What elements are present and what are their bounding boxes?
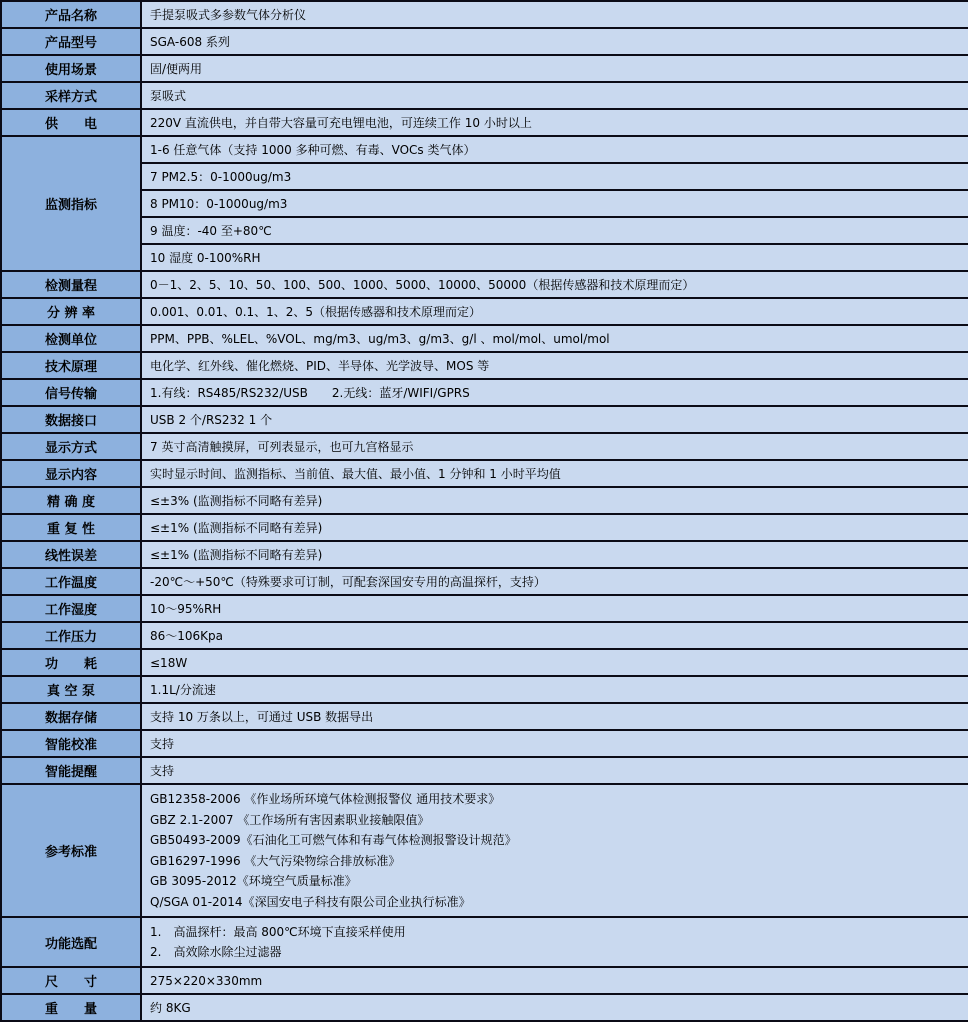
row-value-working-temperature: -20℃～+50℃（特殊要求可订制，可配套深国安专用的高温探杆，支持） <box>141 568 968 595</box>
row-value-linearity-error: ≤±1% (监测指标不同略有差异) <box>141 541 968 568</box>
row-label-accuracy: 精 确 度 <box>1 487 141 514</box>
row-label-detection-unit: 检测单位 <box>1 325 141 352</box>
row-dimensions <box>1 967 968 994</box>
row-monitoring-indicators <box>1 163 968 190</box>
row-product-name <box>1 1 968 28</box>
monitoring-item-1: 1-6 任意气体（支持 1000 多种可燃、有毒、VOCs 类气体） <box>141 136 968 163</box>
row-monitoring-indicators <box>1 217 968 244</box>
row-monitoring-indicators <box>1 244 968 271</box>
row-reference-standards <box>1 784 968 917</box>
row-label-product-model: 产品型号 <box>1 28 141 55</box>
row-power-consumption <box>1 649 968 676</box>
row-value-smart-calibration: 支持 <box>141 730 968 757</box>
row-value-dimensions: 275×220×330mm <box>141 967 968 994</box>
row-value-optional-functions <box>141 917 968 967</box>
row-label-technology-principle: 技术原理 <box>1 352 141 379</box>
row-value-working-humidity: 10～95%RH <box>141 595 968 622</box>
row-repeatability <box>1 514 968 541</box>
row-accuracy <box>1 487 968 514</box>
row-label-vacuum-pump: 真 空 泵 <box>1 676 141 703</box>
monitoring-item-4: 9 温度：-40 至+80℃ <box>141 217 968 244</box>
row-label-weight: 重 量 <box>1 994 141 1021</box>
row-label-monitoring-indicators: 监测指标 <box>1 136 141 271</box>
row-label-sampling-method: 采样方式 <box>1 82 141 109</box>
row-label-optional-functions: 功能选配 <box>1 917 141 967</box>
optional-function-1: 1. 高温探杆：最高 800℃环境下直接采样使用 <box>150 925 406 939</box>
monitoring-item-2: 7 PM2.5：0-1000ug/m3 <box>141 163 968 190</box>
row-value-repeatability: ≤±1% (监测指标不同略有差异) <box>141 514 968 541</box>
row-working-humidity <box>1 595 968 622</box>
reference-standard-3: GB50493-2009《石油化工可燃气体和有毒气体检测报警设计规范》 <box>150 833 517 847</box>
row-value-smart-reminder: 支持 <box>141 757 968 784</box>
row-value-working-pressure: 86～106Kpa <box>141 622 968 649</box>
row-value-power-consumption: ≤18W <box>141 649 968 676</box>
row-detection-unit <box>1 325 968 352</box>
row-label-linearity-error: 线性误差 <box>1 541 141 568</box>
row-label-smart-reminder: 智能提醒 <box>1 757 141 784</box>
row-label-usage-scenario: 使用场景 <box>1 55 141 82</box>
row-label-dimensions: 尺 寸 <box>1 967 141 994</box>
row-weight <box>1 994 968 1021</box>
row-label-power-consumption: 功 耗 <box>1 649 141 676</box>
row-value-product-name: 手提泵吸式多参数气体分析仪 <box>141 1 968 28</box>
row-label-working-pressure: 工作压力 <box>1 622 141 649</box>
row-label-display-mode: 显示方式 <box>1 433 141 460</box>
row-smart-calibration <box>1 730 968 757</box>
row-label-data-storage: 数据存储 <box>1 703 141 730</box>
row-label-signal-transmission: 信号传输 <box>1 379 141 406</box>
row-label-power-supply: 供 电 <box>1 109 141 136</box>
row-label-working-humidity: 工作湿度 <box>1 595 141 622</box>
row-value-signal-transmission: 1.有线：RS485/RS232/USB 2.无线：蓝牙/WIFI/GPRS <box>141 379 968 406</box>
optional-function-2: 2. 高效除水除尘过滤器 <box>150 945 282 959</box>
row-value-sampling-method: 泵吸式 <box>141 82 968 109</box>
row-detection-range <box>1 271 968 298</box>
row-working-temperature <box>1 568 968 595</box>
row-value-weight: 约 8KG <box>141 994 968 1021</box>
row-label-data-interface: 数据接口 <box>1 406 141 433</box>
row-value-detection-range: 0－1、2、5、10、50、100、500、1000、5000、10000、50000（根据传感器和技术原理而定） <box>141 271 968 298</box>
row-vacuum-pump <box>1 676 968 703</box>
row-label-product-name: 产品名称 <box>1 1 141 28</box>
row-value-data-storage: 支持 10 万条以上，可通过 USB 数据导出 <box>141 703 968 730</box>
row-power-supply <box>1 109 968 136</box>
monitoring-item-3: 8 PM10：0-1000ug/m3 <box>141 190 968 217</box>
row-data-interface <box>1 406 968 433</box>
row-data-storage <box>1 703 968 730</box>
row-value-vacuum-pump: 1.1L/分流速 <box>141 676 968 703</box>
row-product-model <box>1 28 968 55</box>
row-value-usage-scenario: 固/便两用 <box>141 55 968 82</box>
row-smart-reminder <box>1 757 968 784</box>
row-value-display-mode: 7 英寸高清触摸屏，可列表显示，也可九宫格显示 <box>141 433 968 460</box>
row-value-detection-unit: PPM、PPB、%LEL、%VOL、mg/m3、ug/m3、g/m3、g/l 、mol/mol、umol/mol <box>141 325 968 352</box>
row-display-mode <box>1 433 968 460</box>
row-signal-transmission <box>1 379 968 406</box>
reference-standard-5: GB 3095-2012《环境空气质量标准》 <box>150 874 357 888</box>
row-value-technology-principle: 电化学、红外线、催化燃烧、PID、半导体、光学波导、MOS 等 <box>141 352 968 379</box>
row-optional-functions <box>1 917 968 967</box>
reference-standard-2: GBZ 2.1-2007 《工作场所有害因素职业接触限值》 <box>150 812 430 827</box>
reference-standard-6: Q/SGA 01-2014《深国安电子科技有限公司企业执行标准》 <box>150 894 471 909</box>
row-label-resolution: 分 辨 率 <box>1 298 141 325</box>
row-display-content <box>1 460 968 487</box>
row-label-smart-calibration: 智能校准 <box>1 730 141 757</box>
reference-standard-4: GB16297-1996 《大气污染物综合排放标准》 <box>150 853 401 868</box>
row-value-product-model: SGA-608 系列 <box>141 28 968 55</box>
row-linearity-error <box>1 541 968 568</box>
row-value-power-supply: 220V 直流供电，并自带大容量可充电锂电池，可连续工作 10 小时以上 <box>141 109 968 136</box>
row-resolution <box>1 298 968 325</box>
row-usage-scenario <box>1 55 968 82</box>
row-working-pressure <box>1 622 968 649</box>
row-label-repeatability: 重 复 性 <box>1 514 141 541</box>
row-value-data-interface: USB 2 个/RS232 1 个 <box>141 406 968 433</box>
row-value-resolution: 0.001、0.01、0.1、1、2、5（根据传感器和技术原理而定） <box>141 298 968 325</box>
row-label-detection-range: 检测量程 <box>1 271 141 298</box>
row-sampling-method <box>1 82 968 109</box>
row-monitoring-indicators <box>1 190 968 217</box>
reference-standard-1: GB12358-2006 《作业场所环境气体检测报警仪 通用技术要求》 <box>150 792 501 806</box>
row-value-reference-standards <box>141 784 968 917</box>
row-label-working-temperature: 工作温度 <box>1 568 141 595</box>
row-technology-principle <box>1 352 968 379</box>
row-label-display-content: 显示内容 <box>1 460 141 487</box>
row-label-reference-standards: 参考标准 <box>1 784 141 917</box>
row-monitoring-indicators <box>1 136 968 163</box>
row-value-accuracy: ≤±3% (监测指标不同略有差异) <box>141 487 968 514</box>
monitoring-item-5: 10 湿度 0-100%RH <box>141 244 968 271</box>
row-value-display-content: 实时显示时间、监测指标、当前值、最大值、最小值、1 分钟和 1 小时平均值 <box>141 460 968 487</box>
